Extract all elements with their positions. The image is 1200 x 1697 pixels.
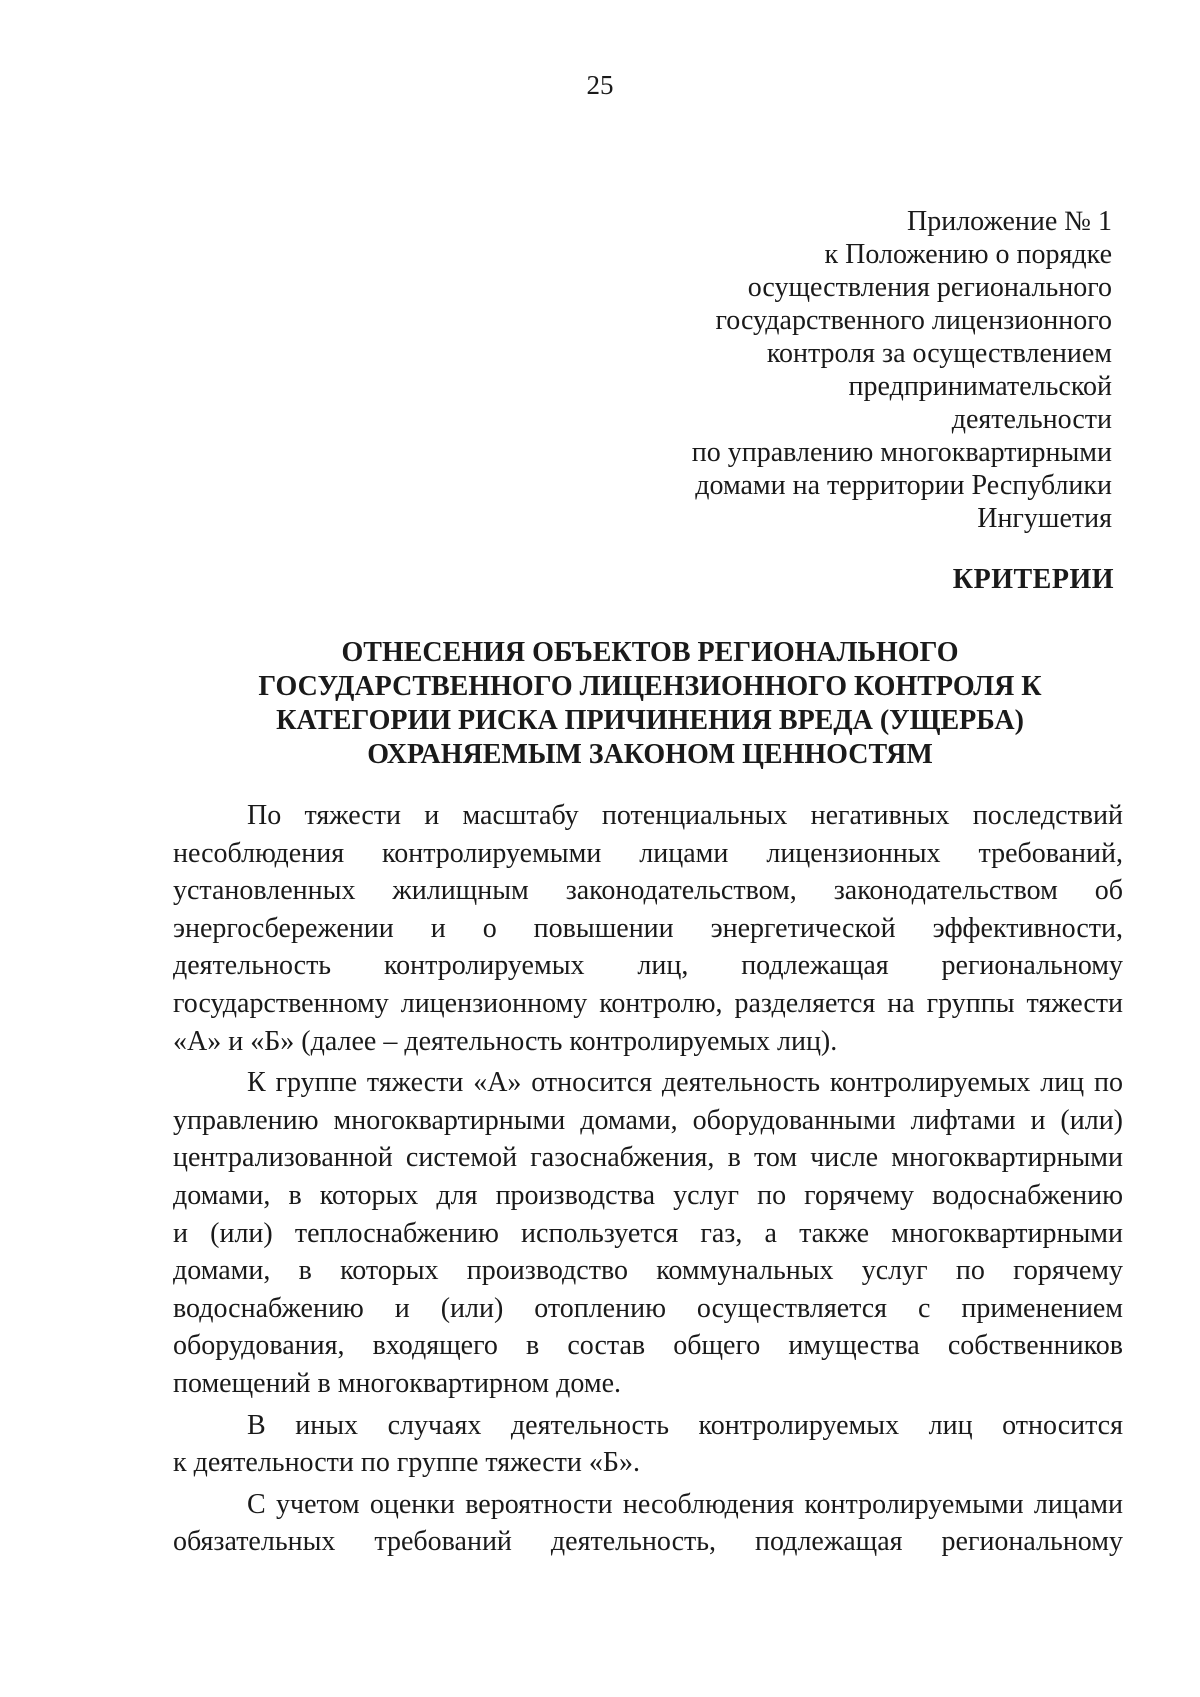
document-heading: КРИТЕРИИ (952, 564, 1114, 595)
title-line: ОХРАНЯЕМЫМ ЗАКОНОМ ЦЕННОСТЯМ (367, 739, 933, 770)
title-line: ГОСУДАРСТВЕННОГО ЛИЦЕНЗИОННОГО КОНТРОЛЯ К (258, 671, 1042, 702)
text-line: домами, в которых производство коммунальных услуг по горячему (173, 1255, 1123, 1287)
text-line: «А» и «Б» (далее – деятельность контролируемых лиц). (173, 1025, 838, 1057)
text-line: централизованной системой газоснабжения, в том числе многоквартирными (173, 1142, 1123, 1174)
text-line: и (или) теплоснабжению используется газ, а также многоквартирными (173, 1217, 1123, 1249)
text-line: управлению многоквартирными домами, оборудованными лифтами и (или) (173, 1104, 1123, 1136)
document-title (160, 636, 1140, 772)
text-line: В иных случаях деятельность контролируемых лиц относится (247, 1409, 1123, 1441)
text-line: домами, в которых для производства услуг по горячему водоснабжению (173, 1179, 1123, 1211)
text-line: деятельность контролируемых лиц, подлежащая региональному (173, 950, 1123, 982)
appendix-line: государственного лицензионного (715, 305, 1112, 336)
appendix-line: контроля за осуществлением (766, 338, 1112, 369)
paragraph-group-a (173, 1064, 1123, 1402)
text-line: несоблюдения контролируемыми лицами лицензионных требований, (173, 837, 1123, 869)
paragraph-probability (173, 1486, 1123, 1561)
title-line: КАТЕГОРИИ РИСКА ПРИЧИНЕНИЯ ВРЕДА (УЩЕРБА) (276, 705, 1024, 736)
text-line: государственному лицензионному контролю, разделяется на группы тяжести (173, 987, 1123, 1019)
appendix-line: к Положению о порядке (824, 239, 1112, 270)
appendix-line: предпринимательской (848, 371, 1112, 402)
document-body (173, 797, 1123, 1561)
text-line: энергосбережении и о повышении энергетической эффективности, (173, 912, 1123, 944)
paragraph-group-b (173, 1407, 1123, 1482)
text-line: водоснабжению и (или) отоплению осуществляется с применением (173, 1292, 1123, 1324)
text-line: обязательных требований деятельность, подлежащая региональному (173, 1526, 1123, 1558)
text-line: к деятельности по группе тяжести «Б». (173, 1447, 640, 1479)
title-line: ОТНЕСЕНИЯ ОБЪЕКТОВ РЕГИОНАЛЬНОГО (341, 637, 959, 668)
appendix-header (592, 205, 1112, 535)
paragraph-severity (173, 797, 1123, 1060)
text-line: По тяжести и масштабу потенциальных негативных последствий (247, 800, 1123, 831)
appendix-line: Приложение № 1 (907, 206, 1112, 237)
text-line: помещений в многоквартирном доме. (173, 1367, 622, 1399)
appendix-line: Ингушетия (977, 503, 1112, 534)
text-line: С учетом оценки вероятности несоблюдения контролируемыми лицами (247, 1488, 1123, 1520)
page-number: 25 (586, 70, 614, 100)
appendix-line: домами на территории Республики (695, 470, 1112, 501)
appendix-line: деятельности (951, 404, 1112, 435)
text-line: установленных жилищным законодательством, законодательством об (173, 875, 1123, 907)
text-line: оборудования, входящего в состав общего имущества собственников (173, 1330, 1123, 1362)
appendix-line: осуществления регионального (747, 272, 1112, 303)
appendix-line: по управлению многоквартирными (691, 437, 1112, 468)
text-line: К группе тяжести «А» относится деятельность контролируемых лиц по (247, 1067, 1123, 1099)
